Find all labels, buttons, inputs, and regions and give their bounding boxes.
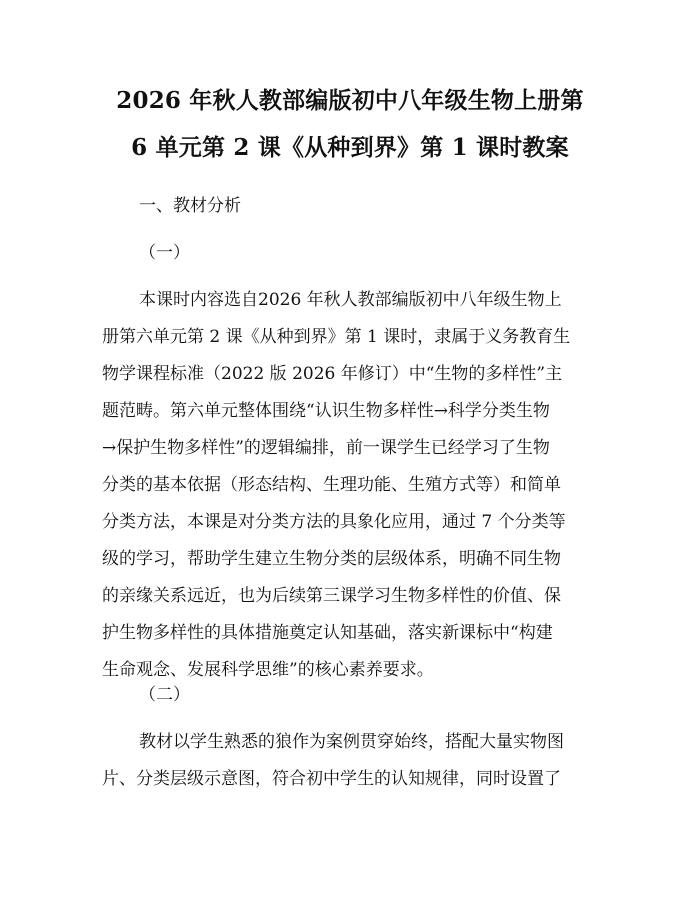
paragraph-1-line: 题范畴。第六单元整体围绕“认识生物多样性→科学分类生物 xyxy=(102,401,550,421)
paragraph-1-line: 册第六单元第 2 课《从种到界》第 1 课时，隶属于义务教育生 xyxy=(102,327,571,347)
subsection-label-1: （一） xyxy=(139,243,190,263)
paragraph-1-line: →保护生物多样性”的逻辑编排，前一课学生已经学习了生物 xyxy=(102,438,550,458)
document-title-line-1: 2026 年秋人教部编版初中八年级生物上册第 xyxy=(116,87,584,114)
section-heading-teaching-material-analysis: 一、教材分析 xyxy=(139,196,241,216)
paragraph-1-line: 分类的基本依据（形态结构、生理功能、生殖方式等）和简单 xyxy=(102,475,561,495)
paragraph-1-line: 生命观念、发展科学思维”的核心素养要求。 xyxy=(102,660,434,680)
paragraph-1-line: 的亲缘关系远近，也为后续第三课学习生物多样性的价值、保 xyxy=(102,586,561,606)
paragraph-1-line: 本课时内容选自2026 年秋人教部编版初中八年级生物上 xyxy=(139,290,562,310)
paragraph-1-line: 分类方法，本课是对分类方法的具象化应用，通过 7 个分类等 xyxy=(102,512,566,532)
paragraph-1-line: 护生物多样性的具体措施奠定认知基础，落实新课标中“构建 xyxy=(102,623,553,643)
paragraph-1-line: 级的学习，帮助学生建立生物分类的层级体系，明确不同生物 xyxy=(102,549,561,569)
paragraph-2-line: 片、分类层级示意图，符合初中学生的认知规律，同时设置了 xyxy=(102,769,561,789)
paragraph-2-line: 教材以学生熟悉的狼作为案例贯穿始终，搭配大量实物图 xyxy=(139,732,564,752)
document-title-line-2: 6 单元第 2 课《从种到界》第 1 课时教案 xyxy=(131,134,569,161)
subsection-label-2: （二） xyxy=(139,685,190,705)
paragraph-1-line: 物学课程标准（2022 版 2026 年修订）中“生物的多样性”主 xyxy=(102,364,563,384)
